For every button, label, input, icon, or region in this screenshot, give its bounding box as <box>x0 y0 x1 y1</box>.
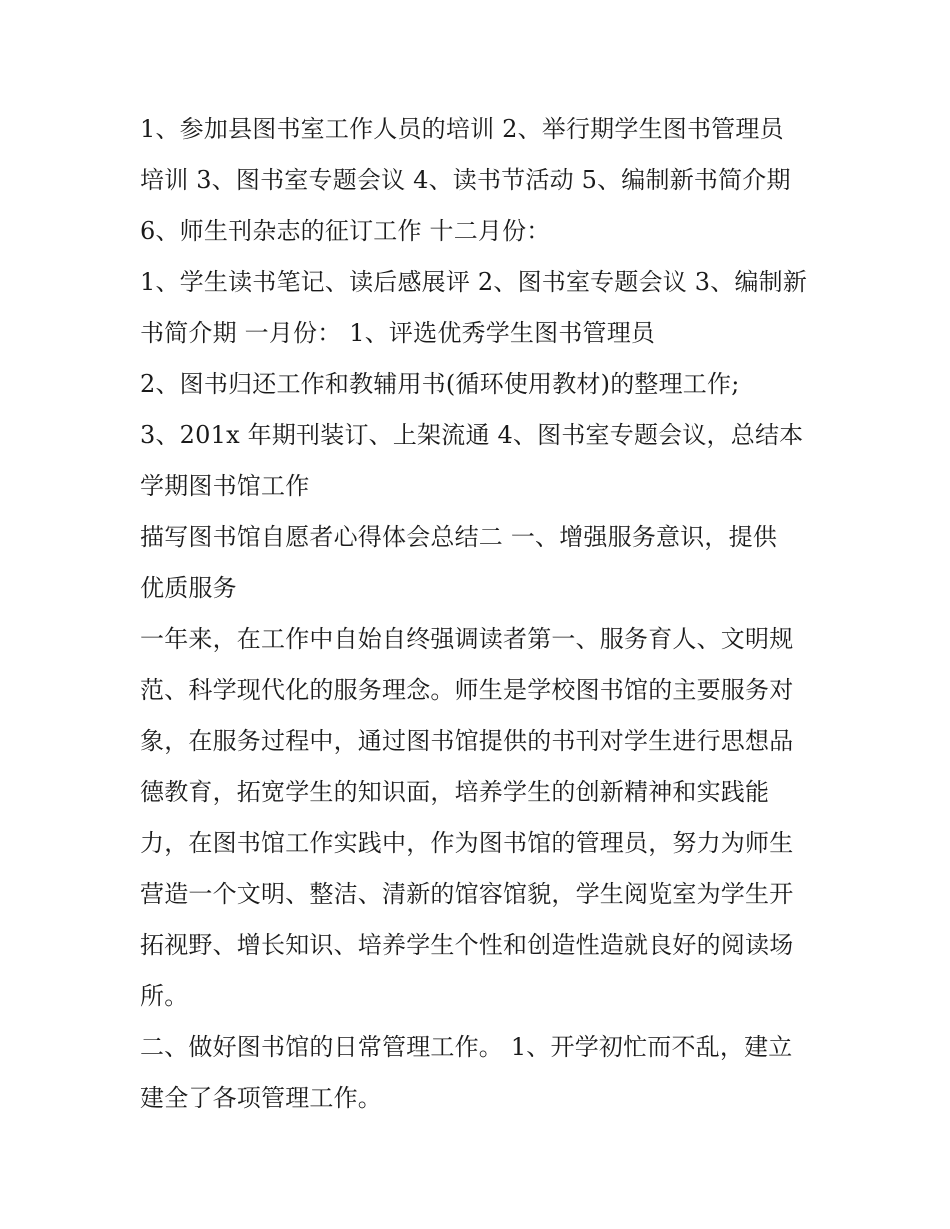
text-line: 建全了各项管理工作。 <box>140 1084 382 1112</box>
text-line: 书简介期 一月份： 1、评选优秀学生图书管理员 <box>140 319 656 347</box>
text-line: 营造一个文明、整洁、清新的馆容馆貌，学生阅览室为学生开 <box>140 880 794 908</box>
text-line: 二、做好图书馆的日常管理工作。 1、开学初忙而不乱，建立 <box>140 1033 793 1061</box>
text-line: 培训 3、图书室专题会议 4、读书节活动 5、编制新书简介期 <box>140 166 791 194</box>
text-line: 1、学生读书笔记、读后感展评 2、图书室专题会议 3、编制新 <box>140 268 808 296</box>
text-line: 所。 <box>140 982 189 1010</box>
text-line: 一年来，在工作中自始自终强调读者第一、服务育人、文明规 <box>140 625 794 653</box>
text-line: 学期图书馆工作 <box>140 472 310 500</box>
text-line: 力，在图书馆工作实践中，作为图书馆的管理员，努力为师生 <box>140 829 794 857</box>
text-line: 3、201x 年期刊装订、上架流通 4、图书室专题会议，总结本 <box>140 421 804 449</box>
text-line: 象，在服务过程中，通过图书馆提供的书刊对学生进行思想品 <box>140 727 794 755</box>
text-line: 拓视野、增长知识、培养学生个性和创造性造就良好的阅读场 <box>140 931 794 959</box>
text-line: 德教育，拓宽学生的知识面，培养学生的创新精神和实践能 <box>140 778 770 806</box>
text-line: 优质服务 <box>140 574 237 602</box>
text-line: 范、科学现代化的服务理念。师生是学校图书馆的主要服务对 <box>140 676 794 704</box>
text-line: 2、图书归还工作和教辅用书(循环使用教材)的整理工作; <box>140 370 740 398</box>
text-line: 描写图书馆自愿者心得体会总结二 一、增强服务意识，提供 <box>140 523 778 551</box>
text-line: 1、参加县图书室工作人员的培训 2、举行期学生图书管理员 <box>140 115 784 143</box>
text-line: 6、师生刊杂志的征订工作 十二月份： <box>140 217 551 245</box>
